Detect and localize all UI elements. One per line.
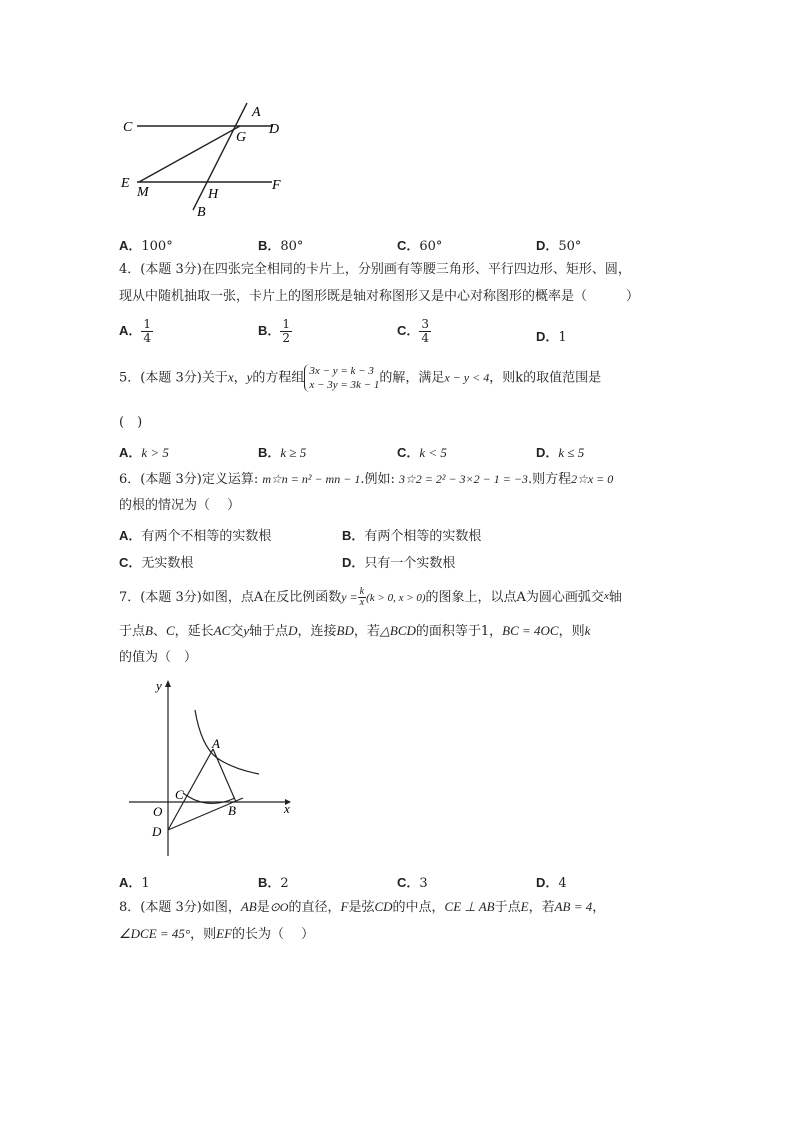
label-C: C <box>175 787 184 802</box>
option-A: A．100° <box>119 238 173 254</box>
label-A: A <box>252 105 261 120</box>
q6-option-B: B．有两个相等的实数根 <box>342 528 482 544</box>
q4-option-D: D．1 <box>536 329 567 345</box>
q4-option-C: C． $\frac{3}{4}$ <box>397 317 430 345</box>
q4-text-line2: 现从中随机抽取一张，卡片上的图形既是轴对称图形又是中心对称图形的概率是（ ） <box>119 289 640 304</box>
q7-option-A: A．1 <box>119 875 150 891</box>
y-axis-arrow <box>165 680 171 687</box>
line-MG <box>139 126 240 182</box>
label-G: G <box>236 130 247 145</box>
label-D: D <box>152 824 162 839</box>
q8-text-line2: ∠DCE = 45°，则EF的长为（ ） <box>119 926 315 942</box>
q5-option-A: A．k > 5 <box>119 445 169 460</box>
option-D: D．50° <box>536 238 582 254</box>
fraction: $\frac{k}{x}$ <box>359 586 365 608</box>
q7-option-D: D．4 <box>536 875 567 891</box>
label-E: E <box>121 176 130 191</box>
label-D: D <box>269 122 280 137</box>
q6-text-line1: 6．(本题 3分)定义运算: m☆n = n² − mn − 1.例如: 3☆2 = 2² − 3×2 − 1 = −3.则方程2☆x = 0 <box>119 472 614 487</box>
label-H: H <box>208 187 219 202</box>
q5-paren: ( ) <box>119 415 143 430</box>
q5-text-line1: 5．(本题 3分)关于x，y的方程组 3x − y = k − 3 x − 3y = 3k − 1 的解，满足x − y < 4，则k的取值范围是 <box>119 365 602 391</box>
label-M: M <box>137 185 149 200</box>
option-C: C．60° <box>397 238 443 254</box>
label-B: B <box>228 803 236 818</box>
label-y: y <box>156 678 162 693</box>
q7-text-line3: 的值为（ ） <box>119 650 198 665</box>
q7-text-line1: 7．(本题 3分)如图，点A在反比例函数y = $\frac{k}{x}$ (k > 0, x > 0)的图象上，以点A为圆心画弧交$^x$轴 <box>119 586 622 608</box>
fraction: $\frac{1}{2}$ <box>282 317 291 345</box>
label-O: O <box>153 804 163 819</box>
q8-text-line1: 8．(本题 3分)如图，AB是⊙O的直径，F是弦CD的中点，CE ⊥ AB于点E，若AB = 4， <box>119 899 606 915</box>
segment-AB <box>213 749 236 802</box>
q4-option-B: B． $\frac{1}{2}$ <box>258 317 291 345</box>
label-B: B <box>197 205 206 220</box>
q4-text-line1: 4．(本题 3分)在四张完全相同的卡片上，分别画有等腰三角形、平行四边形、矩形、圆， <box>119 262 631 277</box>
line-AB <box>193 103 247 210</box>
figure-parallel-lines <box>115 98 295 223</box>
q7-option-B: B．2 <box>258 875 289 891</box>
q6-option-C: C．无实数根 <box>119 555 194 571</box>
label-x: x <box>284 801 290 816</box>
q4-option-A: A． $\frac{1}{4}$ <box>119 317 152 345</box>
fraction: $\frac{1}{4}$ <box>143 317 152 345</box>
q7-text-line2: 于点B、C，延长AC交y轴于点D，连接BD，若△BCD的面积等于1，BC = 4OC，则k <box>119 623 591 639</box>
q6-option-A: A．有两个不相等的实数根 <box>119 528 272 544</box>
q5-option-B: B．k ≥ 5 <box>258 445 307 460</box>
q6-option-D: D．只有一个实数根 <box>342 555 456 571</box>
q7-option-C: C．3 <box>397 875 428 891</box>
fraction: $\frac{3}{4}$ <box>421 317 430 345</box>
label-F: F <box>272 178 281 193</box>
figure-inverse-function <box>125 676 300 861</box>
q5-option-D: D．k ≤ 5 <box>536 445 585 460</box>
label-A: A <box>212 736 220 751</box>
option-B: B．80° <box>258 238 304 254</box>
label-C: C <box>123 120 133 135</box>
equation-system: 3x − y = k − 3 x − 3y = 3k − 1 <box>304 364 379 392</box>
q6-text-line2: 的根的情况为（ ） <box>119 498 241 513</box>
q5-option-C: C．k < 5 <box>397 445 447 460</box>
